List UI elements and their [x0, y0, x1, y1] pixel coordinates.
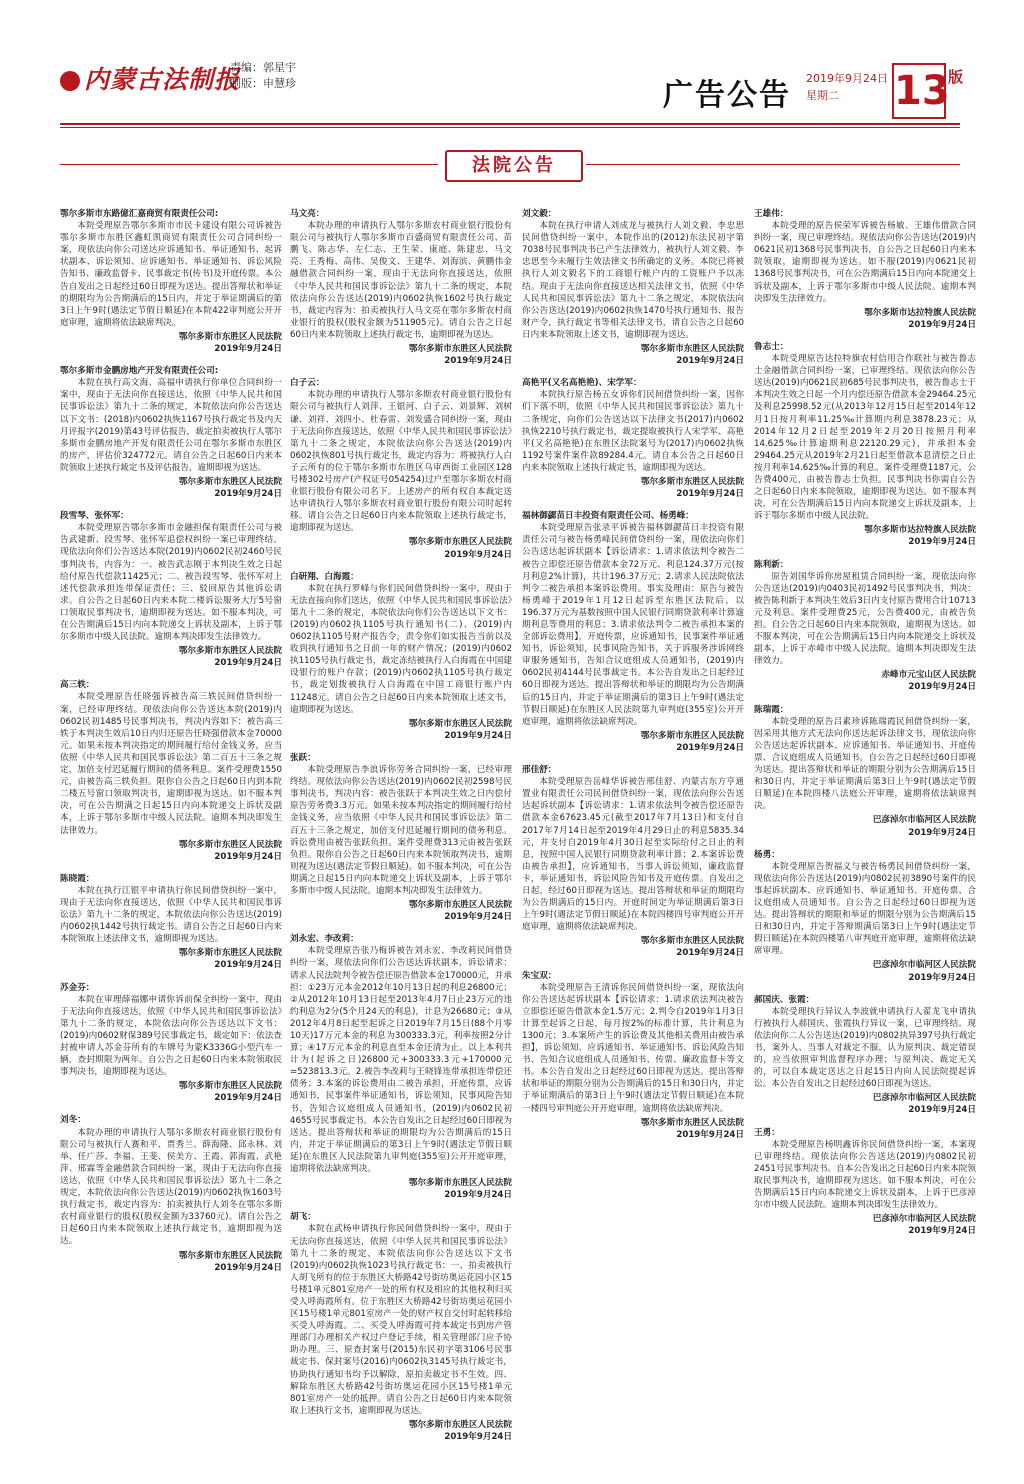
- editor-credits: [230, 60, 296, 92]
- notice-addressee: 白研翔、白海霞：: [290, 571, 359, 582]
- notice-body: 本院受理原告杨明鑫诉你民间借贷纠纷一案，本案现已审理终结。现依法向你公告送达(2019)内0802民初2451号民事判决书。自本公告发出之日起60日内来本院领取民事判决书，逾期即视为送达。如不服本判决，可在公告期满后15日内向本院递交上诉状及副本，上诉于巴彦淖尔市中级人民法院。逾期本判决即发生法律效力。: [754, 1139, 976, 1211]
- notice-addressee: 高三轶：: [60, 680, 95, 691]
- notice-body: 本院在执行江银平申请执行你民间借贷纠纷一案中，现由于无法向你直接送达，依照《中华人民共和国民事诉讼法》第九十二条的规定，本院依法向你公告送达(2019)内0602执1442号执行裁定书。请自公告之日起60日内来本院领取上述法律文书，逾期即视为送达。: [60, 885, 282, 945]
- court-notice: [754, 559, 976, 694]
- page-number: 13: [892, 63, 946, 119]
- notice-court: 鄂尔多斯市东胜区人民法院: [408, 537, 512, 548]
- court-notice: [290, 752, 512, 923]
- notice-columns: [60, 208, 976, 1468]
- court-notice: [60, 365, 282, 500]
- notice-body: 本院在执行罗峰与你们民间借贷纠纷一案中，现由于无法直接向你们送达，依照《中华人民共和国民事诉讼法》第九十二条的规定，本院依法向你们公告送达以下文书：(2019)内0602执1105号执行通知书(二)、(2019)内0602执1105号财产报告令，责令你们如实报告当前以及收到执行通知书之日前一年的财产情况；(2019)内0602执1105号执行裁定书，裁定冻结被执行人白海霞在中国建设银行的账户存款；(2019)内0602执1105号执行裁定书，裁定划拨被执行人白海霞在中国工商银行账户内11248元。请自公告之日起60日内来本院领取上述文书，逾期即视为送达。: [290, 583, 512, 715]
- notice-court: 鄂尔多斯市东胜区人民法院: [408, 1178, 512, 1189]
- date-label: 2019年9月24日: [806, 72, 888, 85]
- notice-body: 本院在审理薛福娜申请你诉前保全纠纷一案中，现由于无法向你直接送达，依照《中华人民共和国民事诉讼法》第九十二条的规定，本院依法向你公告送达以下文书：(2019)内0602财保389号民事裁定书，裁定如下：依法查封被申请人苏金芬所有的车牌号为蒙K3336G小型汽车一辆，查封期限为两年。自公告之日起60日内来本院领取民事判决书，逾期即视为送达。: [60, 994, 282, 1078]
- notice-body: 本院受理的原告侯荣军诉被告杨敏、王雄伟借款合同纠纷一案，现已审理终结。现依法向你公告送达(2019)内0621民初1368号民事判决书，自公告之日起60日内来本院领取，逾期即视为送达。如不服(2019)内0621民初1368号民事判决书，可在公告期满后15日内向本院递交上诉状及副本，上诉于鄂尔多斯市中级人民法院。逾期本判决即发生法律效力。: [754, 221, 976, 304]
- court-notice: [60, 1114, 282, 1273]
- notice-date: 2019年9月24日: [908, 972, 976, 983]
- notice-addressee: 王勇：: [754, 1127, 780, 1138]
- court-notice: [60, 873, 282, 972]
- notice-date: 2019年9月24日: [444, 1190, 512, 1201]
- notice-addressee: 王雄伟：: [754, 209, 789, 219]
- notice-body: 本院受理原告任晓强诉被告高三轶民间借贷纠纷一案，已经审理终结。现依法向你公告送达本院(2019)内0602民初1485号民事判决书，判决内容如下：被告高三轶于本判决生效后10日内归还原告任晓强借款本金70000元。如果未按本判决指定的期间履行给付金钱义务，应当依照《中华人民共和国民事诉讼法》第二百五十三条之规定，加倍支付迟延履行期间的债务利息。案件受理费1550元，由被告高三轶负担。限你自公告之日起60日内到本院二楼五号窗口领取判决书，逾期即视为送达。如不服本判决，可在公告期满之日起15日内向本院递交上诉状及副本，上诉于鄂尔多斯市中级人民法院。逾期本判决即发生法律效力。: [60, 692, 282, 836]
- logo-emblem-icon: [60, 71, 80, 91]
- notice-column: [522, 208, 744, 1468]
- notice-body: 本院受理原告李浪诉你劳务合同纠纷一案，已经审理终结。现依法向你公告送达(2019)内0602民初2598号民事判决书，判决内容：被告张跃于本判决生效之日内偿付原告劳务费3.3万元。如果未按本判决指定的期间履行给付金钱义务，应当依照《中华人民共和国民事诉讼法》第二百五十三条之规定，加倍支付迟延履行期间的债务利息。诉讼费用由被告张跃负担。案件受理费313元由被告张跃负担。限你自公告之日起60日内来本院领取判决书，逾期则视为送达(遇法定节假日顺延)。如不服本判决，可在公告期满之日起15日内向本院递交上诉状及副本，上诉于鄂尔多斯市中级人民法院。逾期本判决即发生法律效力。: [290, 765, 512, 896]
- notice-addressee: 陈瑞霞：: [754, 704, 789, 715]
- court-notice: [60, 982, 282, 1105]
- notice-body: 本院执行原告杨五女诉你们民间借贷纠纷一案，因你们下落不明，依照《中华人民共和国民事诉讼法》第九十二条规定，向你们公告送达以下法律文书(2017)内0602执恢2210号执行裁定书，裁定提取被执行人宋学军、高艳平(又名高艳艳)在东胜区法院案号为(2017)内0602执恢1192号案件案件款89284.4元。请自本公告之日起60日内来本院领取上述执行裁定书，逾期即视为送达。: [522, 390, 744, 473]
- court-notice: [754, 341, 976, 549]
- notice-addressee: 刘冬：: [60, 1115, 86, 1126]
- notice-body: 本院受理原告岳峰华诉被告邢佳舒、内蒙古东方亨通置业有限责任公司民间借贷纠纷一案，现依法向你公告送达起诉状副本【诉讼请求：1.请求依法判令被告偿还原告借款本金67623.45元(截至2017年7月13日)和支付自2017年7月14日起至2019年4月29日止的利息5835.34元，并支付自2019年4月30日起至实际给付之日止的利息，按照中国人民银行同期贷款利率计算；2.本案诉讼费由被告承担】，应诉通知书，当事人诉讼须知，廉政监督卡，举证通知书，诉讼风险告知书及开庭传票。自发出之日起，经过60日即视为送达。提出答辩状和举证的期限均为公告期满后的15日内。开庭时间定为举证期满后第3日上午9时(遇法定节假日顺延)在本院四楼四号审判庭公开开庭审理，逾期将依法缺席判决。: [522, 777, 744, 933]
- notice-body: 本院受理原告张录平诉被告福林御勰苗日丰投资有限责任公司与被告杨勇峰民间借贷纠纷一案，现依法向你们公告送达起诉状副本【诉讼请求：1.请求依法判令被告二被告立即偿还原告借款本金72万元、利息124.37万元(按月利息2%计算)，共计196.37万元；2.请求人民法院依法判令二被告承担本案诉讼费用。事实及理由：原告与被告杨勇峰于2019年1月12日起诉至东胜区法院后，以196.37万元为基数按照中国人民银行同期贷款利率计算逾期利息等费用的利息；3.请求依法判令二被告承担本案的全部诉讼费用】，开庭传票，应诉通知书，民事案件举证通知书，诉讼须知，民事风险告知书，关于诉服务涉诉网终审服务通知书，告知合议庭组成人员通知书，(2019)内0602民初4144号民事裁定书。本公告自发出之日起经过60日即视为送达。提出答辩状和举证的期限均为公告期满后的15日内，并定于举证期满后的第3日上午9时(遇法定节假日顺延)在东胜区人民法院第九审判庭(355室)公开开庭审理，逾期将依法缺席判决。: [522, 523, 744, 727]
- issue-date: [806, 70, 888, 104]
- logo-text: 内蒙古法制报: [84, 65, 241, 94]
- notice-addressee: 陈晓霞：: [60, 873, 95, 884]
- notice-body: 本院在执行高文海、高福申请执行你单位合同纠纷一案中，现由于无法向你直接送达，依照《中华人民共和国民事诉讼法》第九十二条的规定，本院依法向你公告送达以下文书：(2018)内0602执恢1167号执行裁定书及内天月评报字(2019)第43号评估报告，裁定拍卖被执行人鄂尔多斯市金鹏房地产开发有限责任公司在鄂尔多斯市东胜区的房产，评估价324772元。请自公告之日起60日内来本院领取上述执行裁定书及评估报告，逾期即视为送达。: [60, 378, 282, 473]
- weekday-label: 星期二: [806, 89, 839, 102]
- notice-body: 原告刘国华诉你房屋租赁合同纠纷一案，现依法向你公告送达(2019)内0403民初1492号民事判决书，判决：被告陈利新于本判决生效后3日内支付原告费用合计10713元及利息。案件受理费25元，公告费400元，由被告负担。自公告之日起60日内来本院领取，逾期视为送达。如不服本判决，可在公告期满后15日内向本院递交上诉状及副本，上诉于赤峰市中级人民法院。逾期本判决即发生法律效力。: [754, 571, 976, 667]
- court-notice: [754, 849, 976, 984]
- notice-court: 鄂尔多斯市达拉特旗人民法院: [864, 307, 976, 318]
- notice-addressee: 福林御勰苗日丰投资有限责任公司、杨勇峰：: [522, 511, 694, 522]
- court-notice: [60, 679, 282, 862]
- notice-date: 2019年9月24日: [908, 319, 976, 330]
- notice-date: 2019年9月24日: [676, 356, 744, 367]
- notice-court: 鄂尔多斯市东胜区人民法院: [408, 718, 512, 729]
- notice-court: 鄂尔多斯市东胜区人民法院: [640, 936, 744, 947]
- notice-body: 本院受理原告张乃梅诉被告刘永宏、李改莉民间借贷纠纷一案，现依法向你们公告送达诉状副本，诉讼请求：请求人民法院判令被告偿还原告借款本金170000元，并承担：①23万元本金2012年10月13日起的利息26800元；②从2012年10月13日起至2013年4月7日止23万元的违约利息为2分(5个月24天的利息)，计息为26680元；③从2012年4月8日起至起诉之日2019年7月15日(88个月零10天)17万元本金的利息为300333.3元，利率按照2分计算；④17万元本金的利息直至本金还清为止。以上本利共计为(起诉之日)26800元+300333.3元+170000元=523813.3元。2.被告李改莉与王晓锋连带承担连带偿还债务；3.本案的诉讼费用由二被告承担，开庭传票，应诉通知书，民事案件举证通知书，诉讼须知，民事风险告知书，告知合议庭组成人员通知书，(2019)内0602民初4655号民事裁定书。本公告自发出之日起经过60日即视为送达。提出答辩状和举证的期限均为公告期满后的15日内，并定于举证期满后的第3日上午9时(遇法定节假日顺延)在东胜区人民法院第九审判庭(355室)公开开庭审理，逾期将依法缺席判决。: [290, 946, 512, 1175]
- producer-label: 制版：申慧珍: [230, 77, 296, 90]
- notice-addressee: 朱宝双：: [522, 970, 557, 981]
- notice-date: 2019年9月24日: [676, 742, 744, 753]
- notice-date: 2019年9月24日: [214, 1093, 282, 1104]
- notice-date: 2019年9月24日: [214, 1262, 282, 1273]
- notice-court: 鄂尔多斯市东胜区人民法院: [178, 646, 282, 657]
- court-notice: [522, 510, 744, 754]
- notice-addressee: 陈利新：: [754, 559, 789, 570]
- header-rule: [60, 123, 960, 125]
- notice-court: 鄂尔多斯市东胜区人民法院: [178, 1250, 282, 1261]
- notice-court: 鄂尔多斯市东胜区人民法院: [178, 476, 282, 487]
- banner-rule-left: [60, 164, 438, 165]
- court-notice: [522, 377, 744, 500]
- notice-court: 鄂尔多斯市东胜区人民法院: [408, 344, 512, 355]
- court-notice: [60, 510, 282, 669]
- notice-addressee: 邢佳舒：: [522, 765, 557, 776]
- section-banner: [445, 150, 583, 182]
- court-notice: [290, 377, 512, 560]
- masthead: [0, 0, 1024, 130]
- notice-body: 本院受理原告贺福义与被告杨勇民间借贷纠纷一案，现依法向你公告送达(2019)内0802民初3890号案件的民事起诉状副本、应诉通知书、举证通知书、开庭传票、合议庭组成人员通知书。自公告之日起经过60日即视为送达。提出答辩状的期限和举证的期限分别为公告期满后15日和30日内，并定于答辩期满后第3日上午9时(遇法定节假日顺延)在本院四楼第八审判庭开庭审理，逾期将依法缺席审理。: [754, 861, 976, 957]
- notice-date: 2019年9月24日: [908, 1226, 976, 1237]
- notice-body: 本院办理的申请执行人鄂尔多斯农村商业银行股份有限公司与被执行人鄂尔多斯市百盛商贸有限责任公司、苗鹏飞、陈志华、左仁志、王生荣、康庭、陈建忠、马文亮、王秀梅、高伟、吴俊文、王建华、刘海滨、黄鹏伟金融借款合同纠纷一案，现由于无法向你直接送达，依照《中华人民共和国民事诉讼法》第九十二条的规定，本院依法向你公告送达(2019)内0602执恢1602号执行裁定书，裁定内容为：拍卖被执行人马文亮在鄂尔多斯农村商业银行的股权(股权金额为511905元)。请自公告之日起60日内来本院领取上述执行裁定书，逾期即视为送达。: [290, 221, 512, 340]
- notice-addressee: 刘文毅：: [522, 209, 557, 219]
- notice-date: 2019年9月24日: [908, 1105, 976, 1116]
- notice-date: 2019年9月24日: [444, 1432, 512, 1442]
- notice-court: 巴彦淖尔市临河区人民法院: [872, 815, 976, 826]
- notice-addressee: 张跃：: [290, 752, 316, 763]
- notice-addressee: 苏金芬：: [60, 982, 95, 993]
- notice-body: 本院受理原告达拉特旗农村信用合作联社与被告鲁志士金融借款合同纠纷一案，已审理终结。现依法向你公告送达(2019)内0621民初685号民事判决书，被告鲁志士于本判决生效之日起一个月内偿还原告借款本金29464.25元及利息25998.52元(从2013年12月15日起至2014年12月1日按月利率11.25‰计算期内利息3878.23元；从2014年12月2日起至2019年2月20日按照月利率14.625‰计算逾期利息22120.29元)，并承担本金29464.25元从2019年2月21日起至借款本息清偿之日止按月利率14.625‰计算的利息。案件受理费1187元，公告费400元，由被告鲁志士负担。民事判决书你需自公告之日起60日内来本院领取，逾期即视为送达。如不服本判决，可在公告期满后15日内向本院递交上诉状及副本，上诉于鄂尔多斯市中级人民法院。: [754, 354, 976, 522]
- banner-rule-right: [586, 164, 960, 165]
- notice-addressee: 白子云：: [290, 378, 325, 389]
- court-notice: [290, 933, 512, 1201]
- newspaper-logo: [60, 60, 240, 96]
- notice-body: 本院办理的申请执行人鄂尔多斯农村商业银行股份有限公司与被执行人赛和平、贾秀兰、薛海隆、邱永林、刘举、任广莎、李福、王斐、侯美方、王霞、郭海霞、武艳萍、邢霖等金融借款合同纠纷一案，现由于无法向你直接送达，依照《中华人民共和国民事诉讼法》第九十二条之规定，本院依法向你公告送达(2019)内0602执恢1603号执行裁定书，裁定内容为：拍卖被执行人刘冬在鄂尔多斯农村商业银行的股权(股权金额为33760元)。请自公告之日起60日内来本院领取上述执行裁定书，逾期即视为送达。: [60, 1127, 282, 1247]
- notice-addressee: 杨勇：: [754, 849, 780, 860]
- notice-date: 2019年9月24日: [214, 960, 282, 971]
- notice-court: 鄂尔多斯市东胜区人民法院: [408, 1419, 512, 1430]
- notice-date: 2019年9月24日: [908, 682, 976, 693]
- notice-court: 鄂尔多斯市东胜区人民法院: [178, 948, 282, 959]
- court-notice: [754, 208, 976, 331]
- notice-court: 巴彦淖尔市临河区人民法院: [872, 960, 976, 971]
- court-notice: [290, 1211, 512, 1443]
- court-notice: [290, 208, 512, 367]
- court-notice: [754, 1127, 976, 1238]
- notice-date: 2019年9月24日: [444, 912, 512, 923]
- notice-body: 本院受理原告鄂尔多斯市市民卡建设有限公司诉被告鄂尔多斯市东胜区鑫虹凯商贸有限责任公司合同纠纷一案，现依法向你公司送达应诉通知书、举证通知书、起诉状副本、诉讼须知、应诉通知书、举证通知书、诉讼风险告知书、廉政监督卡、民事裁定书(传书)及开庭传票。本公告自发出之日起经过60日即视为送达。提出答辩状和举证的期限均为公告期满后的15日内，并定于举证期满后的第3日上午9时(遇法定节假日顺延)在本院422审判庭公开开庭审理，逾期将依法缺席判决。: [60, 221, 282, 328]
- page-suffix: 版: [948, 68, 964, 86]
- notice-court: 鄂尔多斯市东胜区人民法院: [640, 1117, 744, 1128]
- notice-court: 鄂尔多斯市达拉特旗人民法院: [864, 525, 976, 536]
- notice-date: 2019年9月24日: [676, 948, 744, 959]
- notice-body: 本院办理的申请执行人鄂尔多斯农村商业银行股份有限公司与被执行人刘萍、王银河、白子云、刘景辉、刘树谦、刘祥、刘四小、杜春雷、刘发盛合同纠纷一案，现由于无法向你直接送达，依照《中华人民共和国民事诉讼法》第九十二条之规定，本院依法向你公告送达(2019)内0602执恢801号执行裁定书，裁定内容为：将被执行人白子云所有的位于鄂尔多斯市东胜区乌审西街工业园区128号楼302号房产(产权证号054254)过户至鄂尔多斯农村商业银行股份有限公司名下。上述房产的所有权自本裁定送达申请执行人鄂尔多斯农村商业银行股份有限公司时起转移。请自公告之日起60日内来本院领取上述执行裁定书，逾期即视为送达。: [290, 390, 512, 534]
- notice-court: 鄂尔多斯市东胜区人民法院: [408, 900, 512, 911]
- notice-body: 本院受理原告鄂尔多斯市金融担保有限责任公司与被告武建新、段雪琴、张怀军追偿权纠纷一案已审理终结。现依法向你们公告送达本院(2019)内0602民初2460号民事判决书，内容为：一、被告武志刚于本判决生效之日起给付原告代偿款11425元；二、被告段雪琴、张怀军对上述代偿款承担连带保证责任；三、驳回原告其他诉讼请求。自公告之日起60日内来本院二楼诉讼服务大厅5号窗口领取民事判决书，逾期即视为送达。如不服本判决，可在公告期满后15日内向本院递交上诉状及副本，上诉于鄂尔多斯市中级人民法院。逾期本判决即发生法律效力。: [60, 523, 282, 643]
- notice-court: 鄂尔多斯市东胜区人民法院: [640, 476, 744, 487]
- section-title: 广告公告: [663, 78, 791, 113]
- notice-column: [60, 208, 282, 1468]
- notice-column: [754, 208, 976, 1468]
- banner-text: 法院公告: [472, 155, 556, 176]
- court-notice: [754, 994, 976, 1117]
- notice-date: 2019年9月24日: [444, 730, 512, 741]
- notice-body: 本院受理原告王清诉你民间借贷纠纷一案，现依法向你公告送达起诉状副本【诉讼请求：1.请求依法判决被告立即偿还原告借款本金1.5万元；2.判令自2019年1月3日计算至起诉之日起，每月按2%的标准计算，共计利息为1300元；3.本案所产生的诉讼费及其他相关费用由被告承担】，诉讼须知、应诉通知书、举证通知书、诉讼风险告知书、告知合议庭组成人员通知书、传票、廉政监督卡等文书。本公告自发出之日起经过60日即视为送达。提出答辩状和举证的期限分别为公告期满后的15日和30日内，并定于举证期满后的第3日上午9时(遇法定节假日顺延)在本院一楼四号审判庭公开开庭审理，逾期将依法缺席判决。: [522, 982, 744, 1114]
- notice-addressee: 郝国庆、张霞：: [754, 994, 815, 1005]
- notice-body: 本院在执行申请人刘成龙与被执行人刘文毅、李忠思民间借贷纠纷一案中，本院作出的(2012)东法民初字第7038号民事判决书已产生法律效力，被执行人刘文毅、李忠思至今未履行生效法律文书所确定的义务。本院已将被执行人刘文毅名下的工商银行帐户内的工资账户予以冻结。现由于无法向你直接送达相关法律文书，依照《中华人民共和国民事诉讼法》第九十二条之规定，本院依法向你公告送达(2019)内0602执恢1470号执行通知书、报告财产令，执行裁定书等相关法律文书，请自公告之日起60日内来本院领取上述文书，逾期即视为送达。: [522, 221, 744, 340]
- notice-body: 本院在武杨申请执行你民间借贷纠纷一案中，现由于无法向你直接送达，依照《中华人民共和国民事诉讼法》第九十二条的规定，本院依法向你公告送达以下文书(2019)内0602执恢1023号执行裁定书：一、拍卖被执行人胡飞所有的位于东胜区大桥路42号街坊奥运花园小区15号楼1单元801室房产一处的所有权及相应的其他权利归买受人呼海霞所有。位于东胜区大桥路42号街坊奥运花园小区15号楼1单元801室房产一处的财产权自交付时起转移给买受人呼海霞。二、买受人呼海霞可持本裁定书到房产管理部门办理相关产权过户登记手续，相关管理部门应予协助办理。三、原查封案号(2015)东民初字第3106号民事裁定书、保封案号(2016)内0602执3145号执行裁定书，协助执行通知书均予以解除，原拍卖裁定书不生效。四、解除东胜区大桥路42号街坊奥运花园小区15号楼1单元801室房产一处的抵押。请自公告之日起60日内来本院领取上述执行文书，逾期即视为送达。: [290, 1224, 512, 1416]
- notice-addressee: 段雪琴、张怀军：: [60, 511, 129, 522]
- notice-date: 2019年9月24日: [676, 489, 744, 500]
- notice-date: 2019年9月24日: [214, 851, 282, 862]
- court-notice: [522, 764, 744, 960]
- notice-court: 赤峰市元宝山区人民法院: [881, 670, 976, 681]
- notice-addressee: 鄂尔多斯市东路億汇嘉商贸有限责任公司:: [60, 209, 219, 219]
- court-notice: [522, 970, 744, 1141]
- notice-court: 鄂尔多斯市东胜区人民法院: [178, 839, 282, 850]
- notice-date: 2019年9月24日: [214, 489, 282, 500]
- notice-addressee: 胡飞：: [290, 1212, 316, 1223]
- court-notice: [522, 208, 744, 367]
- notice-court: 巴彦淖尔市临河区人民法院: [872, 1214, 976, 1225]
- notice-date: 2019年9月24日: [214, 658, 282, 669]
- notice-court: 鄂尔多斯市东胜区人民法院: [640, 730, 744, 741]
- court-notice: [290, 571, 512, 742]
- court-notice: [60, 208, 282, 355]
- notice-date: 2019年9月24日: [444, 356, 512, 367]
- court-notice: [754, 704, 976, 839]
- notice-body: 本院受理执行异议人李波就申请执行人翟龙飞申请执行被执行人郝国庆、张霞执行异议一案，已审理终结。现依法向你二人公告送达(2019)内0802执异397号执行裁定书，案外人、当事人对裁定不服，认为原判决、裁定错误的，应当依照审判监督程序办理；与原判决、裁定无关的，可以自本裁定送达之日起15日内向人民法院提起诉讼。本公告自发出之日起经过60日即视为送达。: [754, 1006, 976, 1090]
- header-rule-thin: [60, 127, 960, 128]
- notice-addressee: 鄂尔多斯市金鹏房地产开发有限责任公司:: [60, 366, 219, 377]
- notice-addressee: 刘永宏、李改莉：: [290, 934, 359, 945]
- notice-court: 巴彦淖尔市临河区人民法院: [872, 1093, 976, 1104]
- notice-court: 鄂尔多斯市东胜区人民法院: [640, 344, 744, 355]
- notice-date: 2019年9月24日: [908, 827, 976, 838]
- notice-date: 2019年9月24日: [908, 537, 976, 548]
- notice-date: 2019年9月24日: [444, 549, 512, 560]
- notice-body: 本院受理的原告吕素珍诉陈瑞霞民间借贷纠纷一案，因采用其他方式无法向你送达起诉法律文书，现依法向你公告送达起诉状副本、应诉通知书、举证通知书、开庭传票、合议庭组成人员通知书。自公告之日起经过60日即视为送达。提出答辩状和举证的期限分别为公告期满后15日和30日内，并定于举证期满后第3日上午9时(遇法定节假日顺延)在本院四楼八法庭公开审理，逾期将依法缺席判决。: [754, 716, 976, 812]
- notice-date: 2019年9月24日: [214, 344, 282, 355]
- notice-addressee: 高艳平(又名高艳艳)、宋学军：: [522, 378, 642, 389]
- notice-date: 2019年9月24日: [676, 1129, 744, 1140]
- notice-court: 鄂尔多斯市东胜区人民法院: [178, 1081, 282, 1092]
- notice-addressee: 马文亮：: [290, 209, 325, 219]
- notice-addressee: 鲁志士：: [754, 341, 789, 352]
- notice-column: [290, 208, 512, 1468]
- editor-label: 责编：郭星宇: [230, 61, 296, 74]
- notice-court: 鄂尔多斯市东胜区人民法院: [178, 331, 282, 342]
